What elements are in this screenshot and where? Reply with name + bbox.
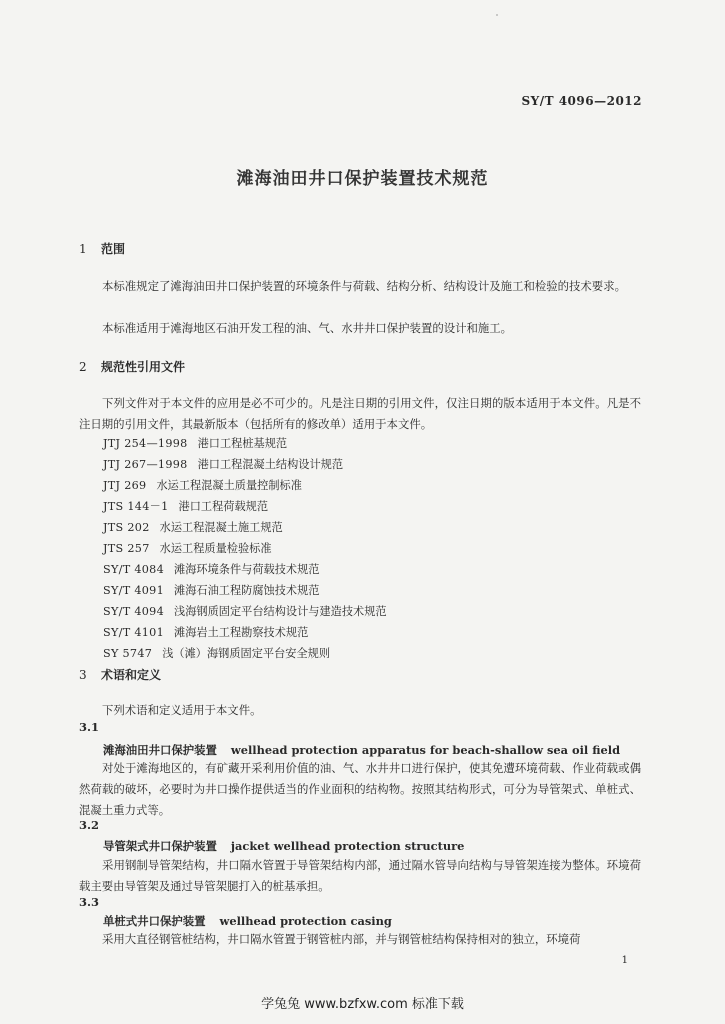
reference-item (103, 540, 272, 556)
term-definition: 采用钢制导管架结构，井口隔水管置于导管架结构内部，通过隔水管导向结构与导管架连接为整体。环境荷载主要由导管架及通过导管架腿打入的桩基承担。 (79, 858, 641, 893)
term-definition: 对处于滩海地区的，有矿藏开采利用价值的油、气、水井井口进行保护，使其免遭环境荷载、作业荷载或偶然荷载的破坏，必要时为井口操作提供适当的作业面积的结构物。按照其结构形式，可分为导管架式、单桩式、混凝土重力式等。 (79, 761, 641, 817)
document-title: 滩海油田井口保护装置技术规范 (236, 169, 489, 189)
term-chinese: 导管架式井口保护装置 (103, 839, 217, 853)
term-heading (103, 838, 464, 854)
reference-code: SY 5747 (103, 647, 153, 660)
term-chinese: 滩海油田井口保护装置 (103, 743, 217, 757)
reference-name: 水运工程混凝土质量控制标准 (156, 479, 302, 492)
term-heading (103, 913, 392, 929)
reference-item (103, 645, 330, 661)
section-2-heading (79, 358, 185, 375)
clause-number: 3.3 (79, 895, 100, 909)
reference-code: SY/T 4084 (103, 563, 165, 576)
section-title: 术语和定义 (101, 668, 162, 682)
term-chinese: 单桩式井口保护装置 (103, 914, 206, 928)
term-english: wellhead protection apparatus for beach-shallow sea oil field (230, 743, 621, 757)
section-3-heading (79, 666, 161, 683)
reference-code: SY/T 4101 (103, 626, 165, 639)
section-3-intro: 下列术语和定义适用于本文件。 (102, 703, 262, 717)
reference-item (103, 477, 302, 493)
clause-number: 3.2 (79, 818, 100, 832)
section-number: 2 (79, 360, 87, 374)
section-title: 规范性引用文件 (101, 360, 186, 374)
reference-item (103, 603, 387, 619)
reference-name: 滩海岩土工程勘察技术规范 (174, 626, 309, 639)
section-1-heading (79, 240, 125, 257)
section-number: 1 (79, 242, 87, 256)
scan-speck (496, 14, 498, 16)
section-title: 范围 (101, 242, 126, 256)
reference-name: 水运工程质量检验标准 (159, 542, 272, 555)
reference-name: 滩海石油工程防腐蚀技术规范 (174, 584, 320, 597)
reference-name: 水运工程混凝土施工规范 (159, 521, 283, 534)
reference-code: JTS 144－1 (103, 500, 169, 513)
section-2-intro: 下列文件对于本文件的应用是必不可少的。凡是注日期的引用文件，仅注日期的版本适用于本文件。凡是不注日期的引用文件，其最新版本（包括所有的修改单）适用于本文件。 (79, 396, 641, 431)
reference-code: JTS 257 (103, 542, 150, 555)
reference-code: SY/T 4094 (103, 605, 165, 618)
reference-code: JTS 202 (103, 521, 150, 534)
clause-number: 3.1 (79, 720, 100, 734)
reference-name: 滩海环境条件与荷载技术规范 (174, 563, 320, 576)
term-english: wellhead protection casing (219, 914, 392, 928)
reference-item (103, 624, 308, 640)
footer-watermark: 学兔兔 www.bzfxw.com 标准下载 (261, 997, 464, 1012)
reference-name: 港口工程混凝土结构设计规范 (197, 458, 344, 471)
reference-item (103, 435, 287, 451)
term-english: jacket wellhead protection structure (230, 839, 465, 853)
page-number: 1 (621, 955, 628, 966)
term-definition: 采用大直径钢管桩结构，井口隔水管置于钢管桩内部，并与钢管桩结构保持相对的独立，环境荷 (102, 932, 581, 946)
reference-code: JTJ 267—1998 (103, 458, 188, 471)
section-number: 3 (79, 668, 87, 682)
section-1-paragraph-1: 本标准规定了滩海油田井口保护装置的环境条件与荷载、结构分析、结构设计及施工和检验的技术要求。 (102, 279, 626, 293)
term-heading (103, 742, 620, 758)
reference-code: SY/T 4091 (103, 584, 165, 597)
reference-name: 港口工程桩基规范 (197, 437, 288, 450)
reference-item (103, 582, 319, 598)
standard-code: SY/T 4096—2012 (521, 94, 642, 108)
reference-item (103, 561, 319, 577)
reference-item (103, 456, 343, 472)
reference-code: JTJ 254—1998 (103, 437, 188, 450)
reference-item (103, 498, 268, 514)
reference-code: JTJ 269 (103, 479, 147, 492)
reference-name: 浅海钢质固定平台结构设计与建造技术规范 (174, 605, 387, 618)
reference-name: 浅（滩）海钢质固定平台安全规则 (162, 647, 331, 660)
section-1-paragraph-2: 本标准适用于滩海地区石油开发工程的油、气、水井井口保护装置的设计和施工。 (102, 321, 513, 335)
reference-item (103, 519, 283, 535)
reference-name: 港口工程荷载规范 (178, 500, 269, 513)
